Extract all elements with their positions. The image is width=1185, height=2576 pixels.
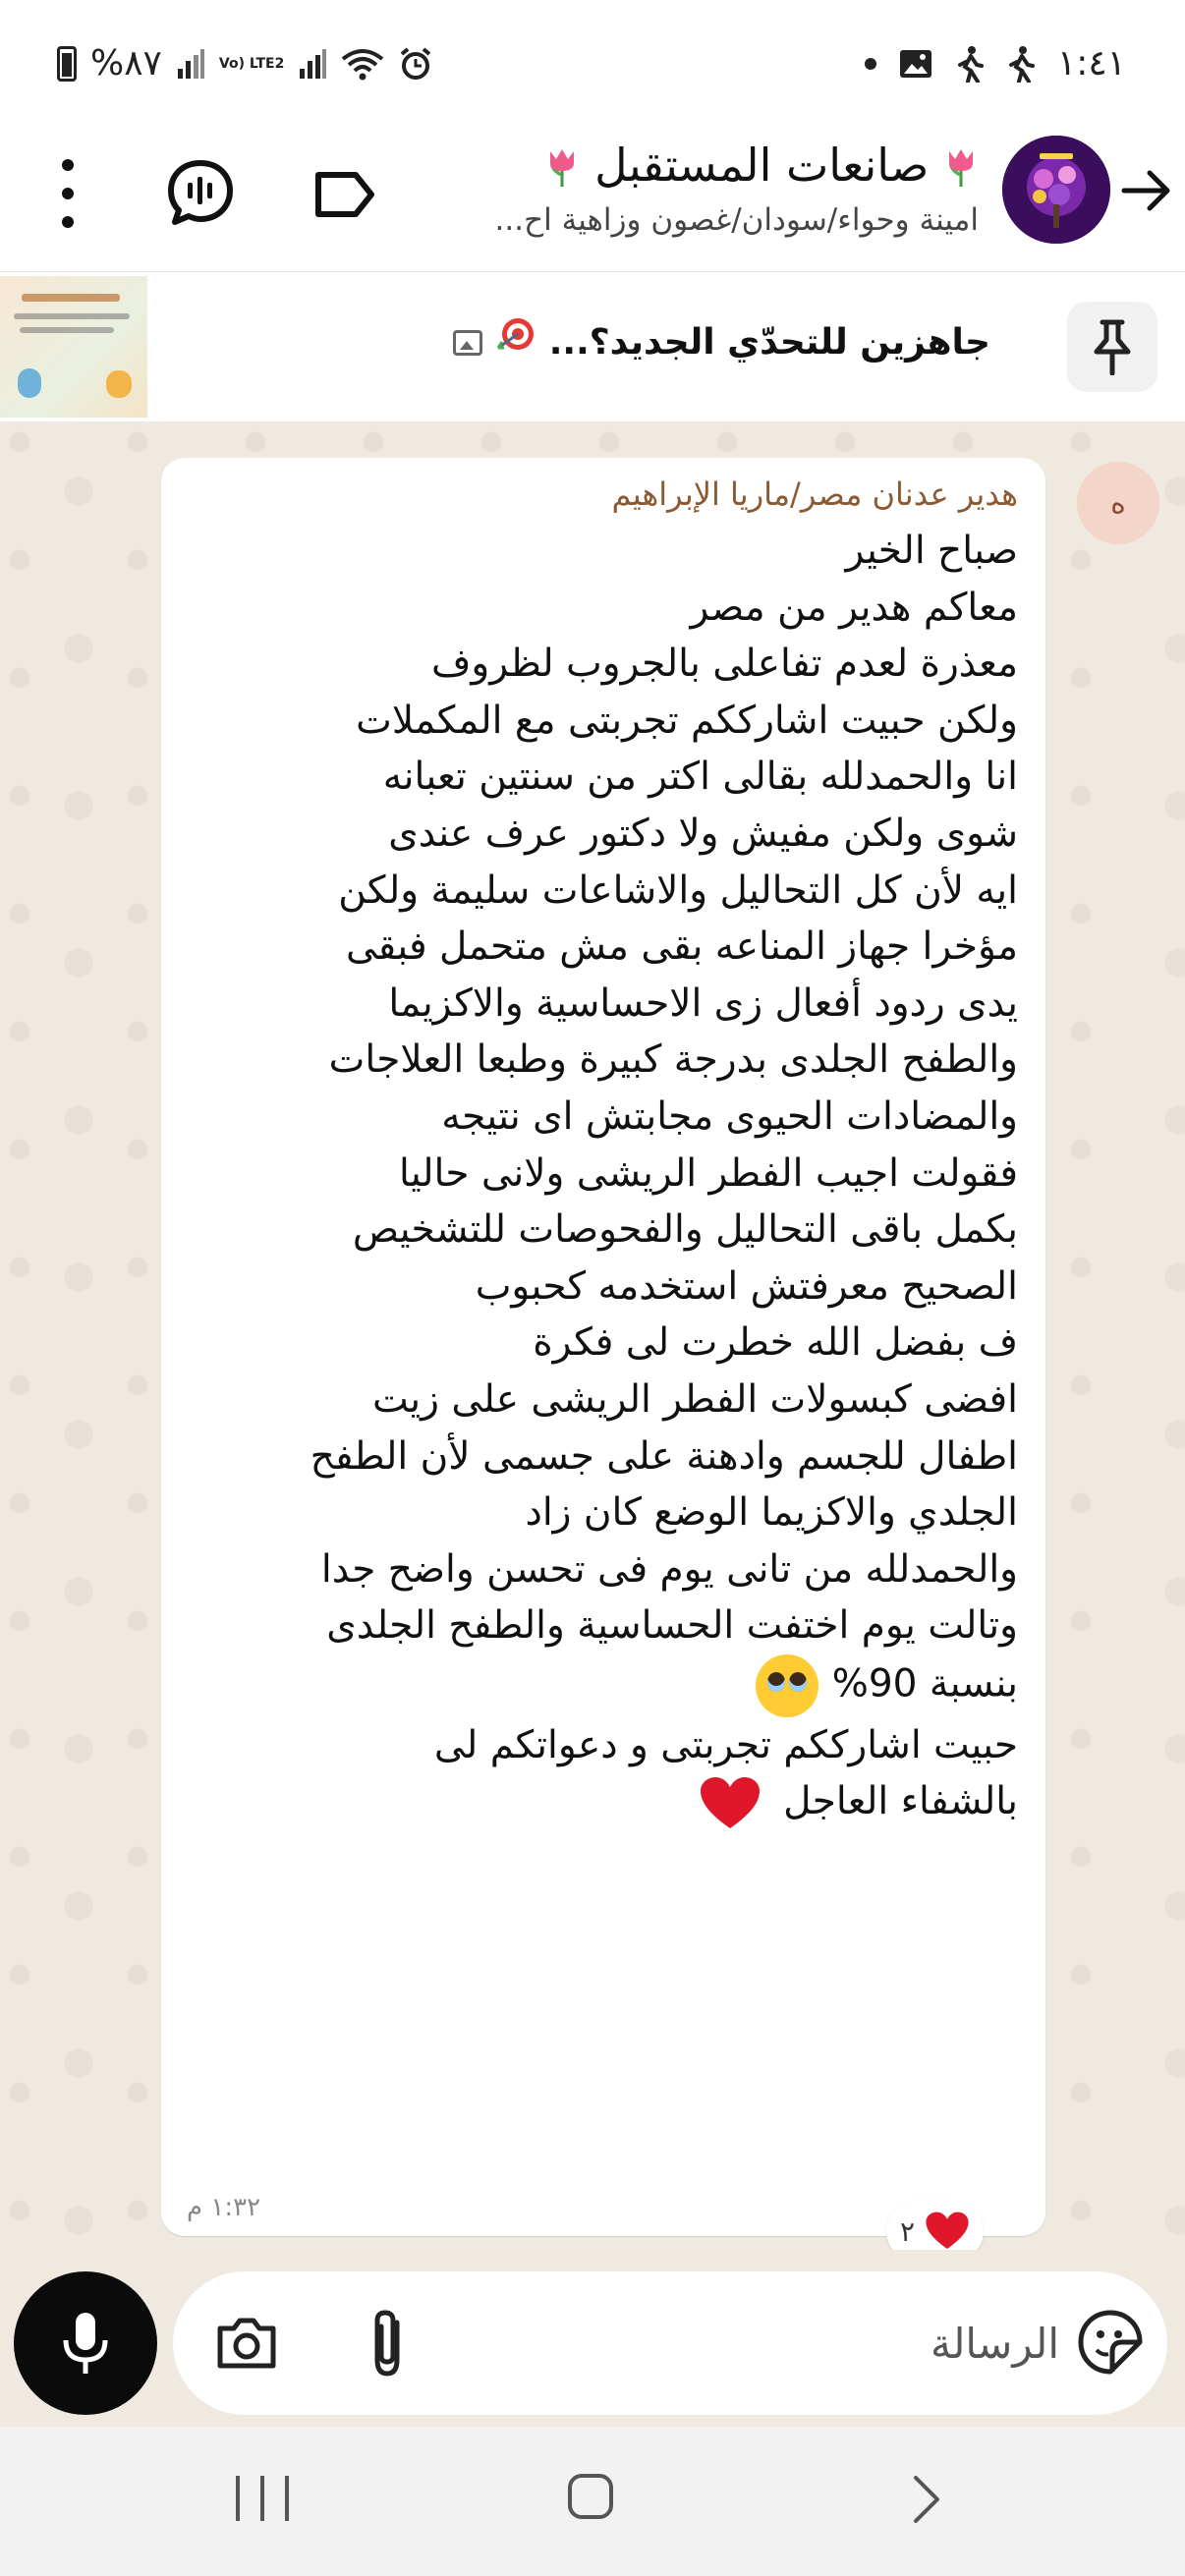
system-nav-bar [0,2427,1185,2576]
camera-icon[interactable] [212,2309,281,2378]
image-icon [453,330,482,356]
walking-2-icon [1006,45,1036,83]
heart-reaction-icon [925,2211,970,2250]
message-time: ١:٣٢ م [187,2193,261,2222]
arrow-icon[interactable] [1116,161,1175,220]
message-input[interactable] [509,2307,1059,2380]
message-line: ولكن حبيت اشارككم تجربتى مع المكملات [356,698,1018,743]
message-line: حبيت اشارككم تجربتى و دعواتكم لى [433,1722,1018,1767]
chat-area[interactable] [0,422,1185,2250]
message-line: شوى ولكن مفيش ولا دكتور عرف عندى [388,811,1018,856]
chat-title: صانعات المستقبل [310,132,979,198]
message-line-last: بالشفاء العاجل [187,1773,1018,1832]
message-line-percent: بنسبة 90% [187,1654,1018,1717]
voice-chat-icon[interactable] [165,157,236,228]
compose-bar [0,2250,1185,2417]
sticker-icon[interactable] [1075,2307,1146,2378]
pin-icon[interactable] [1067,302,1157,392]
battery-icon [57,46,77,82]
red-heart-icon [699,1779,771,1823]
message-line: وتالت يوم اختفت الحساسية والطفح الجلدى [326,1603,1018,1649]
tulip-icon [544,139,594,192]
clock: ١:٤١ [1056,43,1126,84]
walking-icon [955,45,985,83]
sender-avatar[interactable]: ه [1077,462,1159,544]
group-avatar[interactable] [1002,136,1110,244]
message-line: الصحيح معرفتش استخدمه كحبوب [475,1263,1018,1309]
pinned-message-bar[interactable] [0,272,1185,422]
chat-title-block[interactable] [310,132,979,242]
battery-level: %٨٧ [90,43,162,84]
target-icon [496,313,536,372]
message-line: معذرة لعدم تفاعلى بالجروب لظروف [430,642,1018,687]
message-line: مؤخرا جهاز المناعه بقى مش متحمل فبقى [345,924,1018,970]
message-body [187,523,1018,1832]
message-line: ف بفضل الله خطرت لى فكرة [533,1320,1018,1366]
alarm-icon [398,46,433,82]
message-line: معاكم هدير من مصر [690,585,1018,630]
status-left [57,43,433,84]
microphone-icon [61,2311,110,2376]
wifi-icon [341,47,384,81]
message-line: والحمدلله من تانى يوم فى تحسن واضح جدا [320,1546,1018,1592]
signal-1-icon [176,47,205,81]
message-line: الجلدي والاكزيما الوضع كان زاد [525,1490,1018,1536]
recents-icon[interactable] [236,2476,289,2521]
back-icon[interactable] [906,2474,945,2525]
pinned-thumbnail [0,276,147,418]
reaction-chip[interactable] [886,2201,984,2250]
sender-name[interactable]: هدير عدنان مصر/ماريا الإبراهيم [611,476,1018,513]
signal-2-icon [298,47,327,81]
lte-icon: Vo) LTE2 [218,55,285,72]
message-line: ايه لأن كل التحاليل والاشاعات سليمة ولكن [338,868,1018,913]
message-line: بكمل باقى التحاليل والفحوصات للتشخيص [352,1207,1018,1253]
microphone-button[interactable] [14,2271,157,2415]
status-bar [0,0,1185,118]
gallery-icon [898,48,933,80]
message-line: يدى ردود أفعال زى الاحساسية والاكزيما [388,980,1018,1026]
reaction-count: ٢ [900,2214,916,2248]
pinned-text: جاهزين للتحدّي الجديد؟... [453,313,990,372]
message-line: افضى كبسولات الفطر الريشى على زيت [371,1376,1018,1422]
more-vert-icon[interactable] [43,159,92,228]
message-line: صباح الخير [845,529,1018,573]
message-line: انا والحمدلله بقالى اكتر من سنتين تعبانه [382,755,1018,800]
message-input-pill [173,2271,1167,2415]
chat-subtitle: امينة وحواء/سودان/غصون وزاهية اح... [494,202,979,238]
message-line: والمضادات الحيوى مجابتش اى نتيجه [441,1093,1018,1139]
message-line: اطفال للجسم وادهنة على جسمى لأن الطفح [310,1433,1018,1479]
pleading-face-icon [756,1654,818,1717]
message-bubble[interactable] [161,458,1045,2236]
message-line: والطفح الجلدى بدرجة كبيرة وطبعا العلاجات [328,1037,1018,1083]
message-line: فقولت اجيب الفطر الريشى ولانى حاليا [399,1150,1018,1196]
notification-dot-icon [865,58,876,70]
tulip-icon [929,139,979,192]
status-right [865,43,1126,84]
chat-header [0,118,1185,272]
home-icon[interactable] [568,2474,613,2519]
paperclip-icon[interactable] [358,2305,417,2381]
